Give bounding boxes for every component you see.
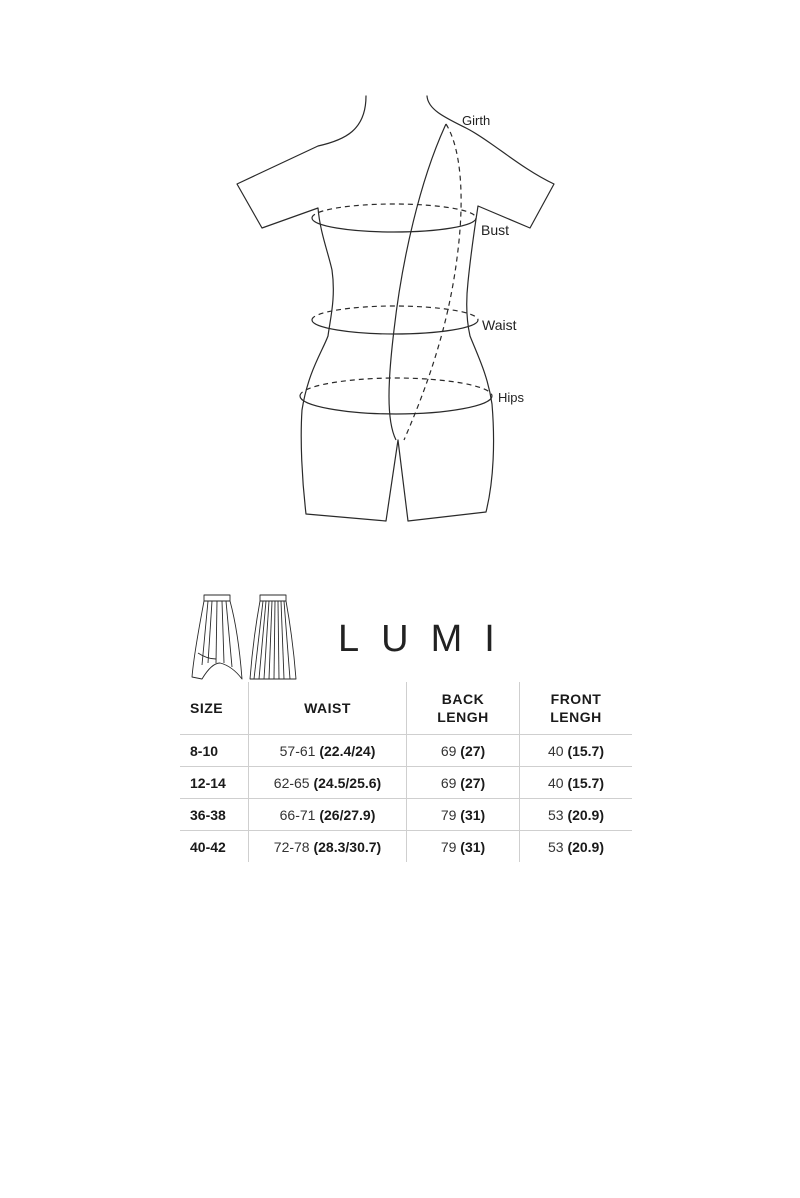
front-cm: 53 [547,838,564,855]
header-size: SIZE [180,682,249,735]
front-cm: 40 [547,774,564,791]
bust-label: Bust [481,222,510,238]
waist-in: (28.3/30.7) [313,838,382,855]
hips-label: Hips [498,390,525,405]
back-in: (31) [460,806,486,823]
back-cm: 69 [440,774,457,791]
table-row [180,767,632,799]
skirt-illustrations [190,593,300,685]
waist-in: (22.4/24) [319,742,376,759]
size-chart-table [180,682,632,862]
girth-loop-front [389,124,446,440]
waist-cell [249,767,407,799]
size-cell: 8-10 [180,735,249,767]
back-cm: 79 [440,806,457,823]
header-waist: WAIST [249,682,407,735]
waist-in: (26/27.9) [319,806,376,823]
girth-loop-back [404,124,461,440]
front-length-cell [520,735,633,767]
hips-ellipse-back [300,378,492,396]
table-row [180,799,632,831]
header-back-line2: LENGH [437,709,489,725]
back-cm: 79 [440,838,457,855]
body-outline [237,96,554,521]
waist-label: Waist [482,317,517,333]
front-length-cell [520,799,633,831]
header-front-line2: LENGH [550,709,602,725]
bust-ellipse-back [312,204,476,218]
size-cell: 12-14 [180,767,249,799]
front-length-cell [520,831,633,863]
header-front-line1: FRONT [550,691,602,707]
front-in: (15.7) [567,774,605,791]
table-row [180,735,632,767]
waist-cm: 72-78 [273,838,310,855]
bust-ellipse-front [312,218,476,232]
skirt-back-view [250,595,296,679]
header-back-line1: BACK [441,691,485,707]
waist-cm: 66-71 [279,806,316,823]
skirt-front-view [192,595,242,679]
waist-cm: 57-61 [279,742,316,759]
back-in: (27) [460,742,486,759]
body-measurement-diagram [0,0,800,560]
front-in: (20.9) [567,838,605,855]
waist-cell [249,735,407,767]
front-cm: 40 [547,742,564,759]
back-length-cell [407,735,520,767]
size-cell: 40-42 [180,831,249,863]
waist-cell [249,831,407,863]
back-length-cell [407,831,520,863]
waist-in: (24.5/25.6) [313,774,382,791]
front-cm: 53 [547,806,564,823]
back-length-cell [407,767,520,799]
product-title: LUMI [338,618,517,660]
front-length-cell [520,767,633,799]
table-row [180,831,632,863]
waist-cm: 62-65 [273,774,310,791]
hips-ellipse-front [300,396,492,414]
header-back-length [407,682,520,735]
size-cell: 36-38 [180,799,249,831]
girth-label: Girth [462,113,491,128]
back-cm: 69 [440,742,457,759]
waist-cell [249,799,407,831]
table-header-row [180,682,632,735]
back-in: (27) [460,774,486,791]
front-in: (15.7) [567,742,605,759]
back-in: (31) [460,838,486,855]
back-length-cell [407,799,520,831]
front-in: (20.9) [567,806,605,823]
header-front-length [520,682,633,735]
